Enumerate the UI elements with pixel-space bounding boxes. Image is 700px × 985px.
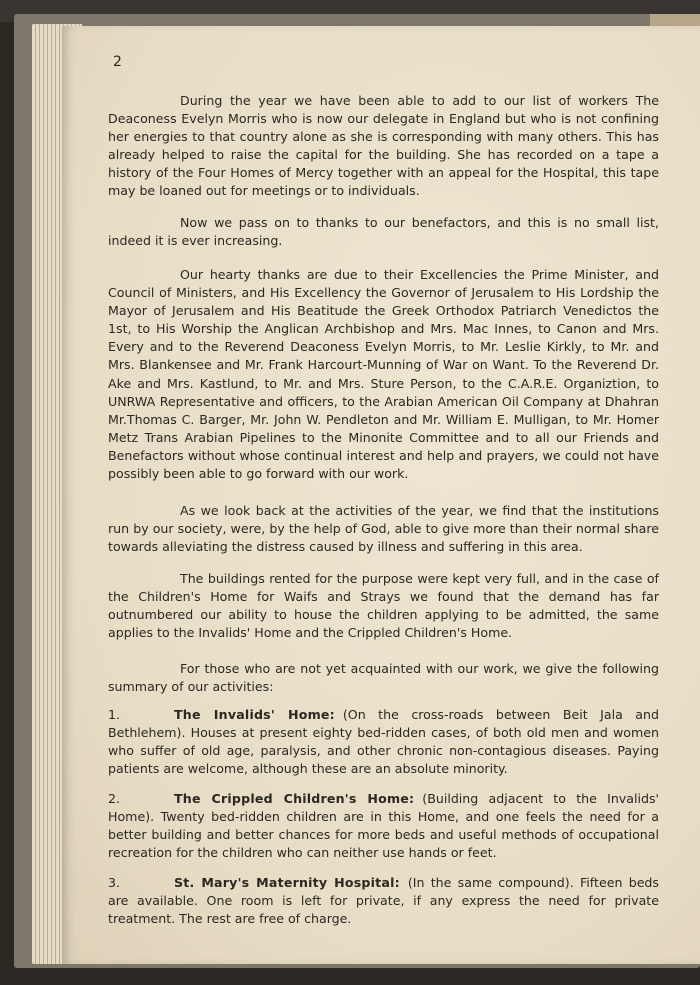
activity-text: (In the same compound). Fifteen beds are available. One room is left for private, if any express the need for private treatment. The rest are free of charge. <box>108 875 659 927</box>
paragraph-text: Now we pass on to thanks to our benefactors, and this is no small list, indeed it is ever increasing. <box>108 215 659 249</box>
paragraph-text: Our hearty thanks are due to their Excellencies the Prime Minister, and Council of Ministers, and His Excellency the Governor of Jerusalem to His Lordship the Mayor of Jerusalem and His Beatitude the Greek Orthodox Patriarch Venedictos the 1st, to His Worship the Anglican Archbishop and Mrs. Mac Innes, to Canon and Mrs. Every and to the Reverend Deaconess Evelyn Morris, to Mr. Leslie Kirkly, to Mr. and Mrs. Blankensee and Mr. Frank Harcourt-Munning of War on Want. To the Reverend Dr. Ake and Mrs. Kastlund, to Mr. and Mrs. Sture Person, to the C.A.R.E. Organiztion, to UNRWA Representative and officers, to the Arabian American Oil Company at Dhahran Mr.Thomas C. Barger, Mr. John W. Pendleton and Mr. William E. Mulligan, to Mr. Homer Metz Trans Arabian Pipelines to the Minonite Committee and to all our Friends and Benefactors without whose continual interest and help and prayers, we could not have possibly been able to go forward with our work. <box>108 267 659 482</box>
activity-number: 2. <box>108 791 121 806</box>
paragraph-text: The buildings rented for the purpose were kept very full, and in the case of the Children's Home for Waifs and Strays we found that the demand has far outnumbered our ability to house the children applying to be admitted, the same applies to the Invalids' Home and the Crippled Children's Home. <box>108 571 659 641</box>
paragraph-thanks <box>108 266 659 483</box>
activity-text: (On the cross-roads between Beit Jala and Bethlehem). Houses at present eighty bed-ridden cases, of both old men and women who suffer of old age, paralysis, and other chronic non-contagious diseases. Paying patients are welcome, although these are an absolute minority. <box>108 707 659 777</box>
corner-tab <box>650 14 700 26</box>
activity-title: St. Mary's Maternity Hospital: <box>174 875 400 890</box>
activity-number: 3. <box>108 875 121 890</box>
paragraph-text: During the year we have been able to add to our list of workers The Deaconess Evelyn Morris who is now our delegate in England but who is not confining her energies to that country alone as she is corresponding with many others. This has already helped to raise the capital for the building. She has recorded on a tape a history of the Four Homes of Mercy together with an appeal for the Hospital, this tape may be loaned out for meetings or to individuals. <box>108 93 659 199</box>
paragraph-benefactors-intro <box>108 214 659 250</box>
paragraph-text: As we look back at the activities of the year, we find that the institutions run by our society, were, by the help of God, able to give more than their normal share towards alleviating the distress caused by illness and suffering in this area. <box>108 503 659 555</box>
paragraph-buildings <box>108 570 659 642</box>
activity-item-invalids-home <box>108 706 659 778</box>
paragraph-new-workers <box>108 92 659 201</box>
activity-title: The Invalids' Home: <box>174 707 335 722</box>
page-number: 2 <box>113 54 122 70</box>
activity-item-crippled-childrens-home <box>108 790 659 862</box>
activity-item-maternity-hospital <box>108 874 659 928</box>
paragraph-text: For those who are not yet acquainted with our work, we give the following summary of our activities: <box>108 661 659 695</box>
activity-text: (Building adjacent to the Invalids' Home). Twenty bed-ridden children are in this Home, and one feels the need for a better building and better chances for more beds and useful methods of occupational recreation for the children who can neither use hands or feet. <box>108 791 659 861</box>
activity-title: The Crippled Children's Home: <box>174 791 415 806</box>
paragraph-summary-intro <box>108 660 659 696</box>
paragraph-activities-review <box>108 502 659 556</box>
activity-number: 1. <box>108 707 121 722</box>
